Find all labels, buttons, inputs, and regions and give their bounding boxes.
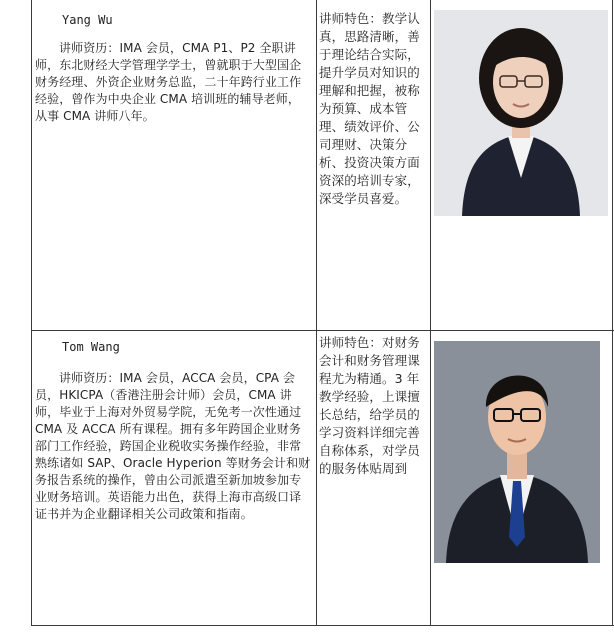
table-border-left xyxy=(31,0,32,625)
teacher-features: 讲师特色：教学认真，思路清晰，善于理论结合实际，提升学员对知识的理解和把握，被称为预算、成本管理、绩效评价、公司理财、决策分析、投资决策方面资深的培训专家，深受学员喜爱。 xyxy=(319,11,420,206)
table-divider-2 xyxy=(430,0,431,625)
table-divider-1 xyxy=(316,0,317,625)
teacher-name: Tom Wang xyxy=(62,340,120,354)
teacher-features: 讲师特色：对财务会计和财务管理课程尤为精通。3 年教学经验，上课擅长总结，给学员的学习资料详细完善自称体系，对学员的服务体贴周到 xyxy=(319,335,420,476)
female-instructor-photo xyxy=(434,10,608,216)
teacher-name: Yang Wu xyxy=(62,13,113,27)
table-border-bottom xyxy=(31,625,614,626)
teacher-bio: 讲师资历：IMA 会员，CMA P1、P2 全职讲师，东北财经大学管理学学士，曾就职于大型国企财务经理、外资企业财务总监，二十年跨行业工作经验，曾作为中央企业 CMA 培训班的辅导老师，从事 CMA 讲师八年。 xyxy=(35,41,302,123)
male-instructor-photo xyxy=(434,341,600,563)
row-divider xyxy=(31,330,614,331)
table-border-right xyxy=(612,0,613,625)
teacher-bio: 讲师资历：IMA 会员，ACCA 会员，CPA 会员，HKICPA（香港注册会计师）会员，CMA 讲师，毕业于上海对外贸易学院，无免考一次性通过 CMA 及 ACCA 所有课程。拥有多年跨国企业财务部门工作经验，跨国企业税收实务操作经验，非常熟练诸如 SAP、Oracle Hyperion 等财务会计和财务报告系统的操作，曾由公司派遣至新加坡参加专业财务培训。英语能力出色，获得上海市高级口译证书并为企业翻译相关公司政策和指南。 xyxy=(35,371,311,521)
